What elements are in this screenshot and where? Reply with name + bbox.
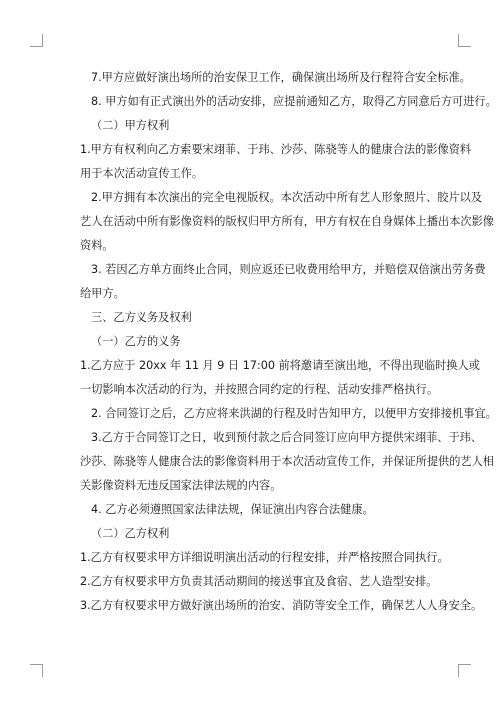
document-body xyxy=(80,66,497,618)
section-heading: （二）甲方权利 xyxy=(91,119,170,132)
paragraph-line: 沙莎、陈骁等人健康合法的影像资料用于本次活动宣传工作，并保证所提供的艺人相 xyxy=(80,455,494,468)
paragraph-line: 3.乙方有权要求甲方做好演出场所的治安、消防等安全工作，确保艺人人身安全。 xyxy=(80,599,483,612)
paragraph-line: 8. 甲方如有正式演出外的活动安排，应提前通知乙方，取得乙方同意后方可进行。 xyxy=(91,95,497,108)
paragraph-line: 2.甲方拥有本次演出的完全电视版权。本次活动中所有艺人形象照片、胶片以及 xyxy=(91,191,483,204)
paragraph-line: 3. 若因乙方单方面终止合同，则应返还已收费用给甲方，并赔偿双倍演出劳务费 xyxy=(91,263,486,276)
section-heading: 三、乙方义务及权利 xyxy=(91,311,192,324)
paragraph-line: 一切影响本次活动的行为，并按照合同约定的行程、活动安排严格执行。 xyxy=(80,383,439,396)
paragraph-line: 给甲方。 xyxy=(80,287,125,300)
paragraph-line: 2.乙方有权要求甲方负责其活动期间的接送事宜及食宿、艺人造型安排。 xyxy=(80,575,438,588)
section-heading: （一）乙方的义务 xyxy=(91,335,181,348)
crop-mark-top-left xyxy=(30,34,43,47)
section-heading: （二）乙方权利 xyxy=(91,527,170,540)
paragraph-line: 3.乙方于合同签订之日，收到预付款之后合同签订应向甲方提供宋翊菲、于玮、 xyxy=(91,431,483,444)
paragraph-line: 4. 乙方必须遵照国家法律法规，保证演出内容合法健康。 xyxy=(91,503,374,516)
paragraph-line: 资料。 xyxy=(80,239,114,252)
crop-mark-top-right xyxy=(458,34,471,47)
paragraph-line: 1.乙方应于 20xx 年 11 月 9 日 17:00 前将邀请至演出地，不得出现临时换人或 xyxy=(80,359,480,372)
paragraph-line: 1.乙方有权要求甲方详细说明演出活动的行程安排，并严格按照合同执行。 xyxy=(80,551,449,564)
crop-mark-bottom-left xyxy=(30,664,43,677)
paragraph-line: 关影像资料无违反国家法律法规的内容。 xyxy=(80,479,282,492)
paragraph-line: 1.甲方有权利向乙方索要宋翊菲、于玮、沙莎、陈骁等人的健康合法的影像资料 xyxy=(80,143,472,156)
crop-mark-bottom-right xyxy=(458,664,471,677)
paragraph-line: 用于本次活动宣传工作。 xyxy=(80,167,204,180)
paragraph-line: 7.甲方应做好演出场所的治安保卫工作，确保演出场所及行程符合安全标准。 xyxy=(91,71,471,84)
paragraph-line: 艺人在活动中所有影像资料的版权归甲方所有，甲方有权在自身媒体上播出本次影像 xyxy=(80,215,494,228)
paragraph-line: 2. 合同签订之后，乙方应将来洪湖的行程及时告知甲方，以便甲方安排接机事宜。 xyxy=(91,407,497,420)
